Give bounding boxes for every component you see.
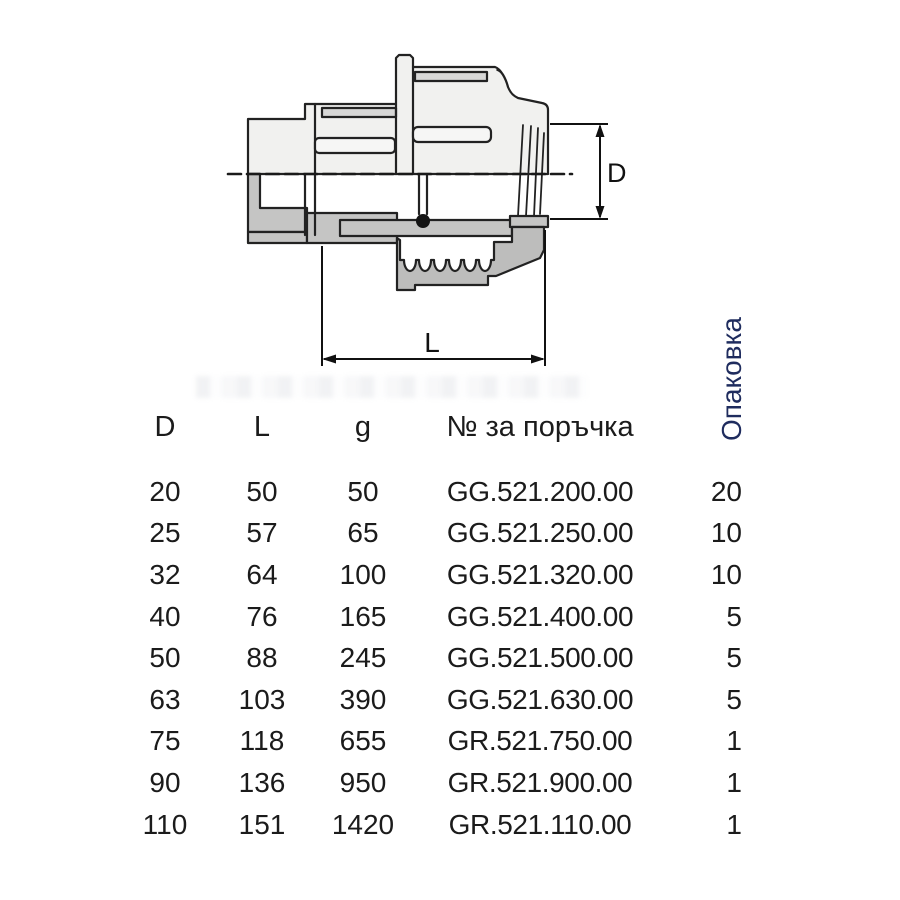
header-order-number: № за поръчка <box>446 410 634 443</box>
cap-thread-band <box>415 72 487 81</box>
coupling-technical-drawing <box>210 30 630 380</box>
tail-underside-section <box>510 216 548 227</box>
cell-d: 20 <box>149 475 181 507</box>
cell-pack: 5 <box>726 642 742 674</box>
dim-d-label: D <box>607 158 627 188</box>
table-row <box>120 637 742 679</box>
cell-g: 50 <box>347 475 379 507</box>
cell-order: GG.521.320.00 <box>446 558 634 590</box>
cell-g: 950 <box>339 766 387 798</box>
cell-d: 25 <box>149 517 181 549</box>
cell-l: 118 <box>239 725 285 757</box>
cell-pack: 1 <box>726 766 742 798</box>
cell-g: 655 <box>339 725 387 757</box>
cell-pack: 5 <box>726 600 742 632</box>
cell-l: 50 <box>246 475 278 507</box>
table-header-row <box>120 404 742 450</box>
header-l: L <box>253 410 271 443</box>
cell-order: GG.521.200.00 <box>446 475 634 507</box>
cell-g: 65 <box>347 517 379 549</box>
cell-d: 110 <box>142 808 188 840</box>
header-d: D <box>154 410 176 443</box>
header-g: g <box>354 410 372 443</box>
table-row <box>120 721 742 763</box>
cell-l: 88 <box>246 642 278 674</box>
pipe-wall-section <box>248 174 307 232</box>
cell-order: GG.521.250.00 <box>446 517 634 549</box>
cap-rib <box>413 127 491 142</box>
cell-l: 136 <box>238 766 286 798</box>
cell-g: 245 <box>339 642 387 674</box>
pipe-step-section <box>248 232 307 243</box>
cell-order: GG.521.400.00 <box>446 600 634 632</box>
cell-pack: 20 <box>710 475 742 507</box>
cell-order: GR.521.750.00 <box>447 725 633 757</box>
dim-l-label: L <box>424 327 440 358</box>
cell-g: 100 <box>339 558 387 590</box>
cell-d: 90 <box>149 766 181 798</box>
nut-rib <box>315 138 395 153</box>
dimension-d-group <box>550 124 608 219</box>
table-row <box>120 679 742 721</box>
cell-d: 50 <box>149 642 181 674</box>
cell-l: 151 <box>238 808 286 840</box>
cell-pack: 1 <box>726 808 742 840</box>
cell-l: 57 <box>246 517 278 549</box>
cell-order: GG.521.500.00 <box>446 642 634 674</box>
cell-order: GR.521.900.00 <box>447 766 633 798</box>
faded-artifact-band <box>196 376 588 398</box>
cell-pack: 5 <box>726 683 742 715</box>
cell-d: 32 <box>149 558 181 590</box>
cell-l: 64 <box>246 558 278 590</box>
cell-order: GG.521.630.00 <box>446 683 634 715</box>
cell-l: 76 <box>246 600 278 632</box>
table-row <box>120 804 742 846</box>
table-row <box>120 554 742 596</box>
table-body <box>120 471 742 845</box>
cell-pack: 10 <box>710 558 742 590</box>
cell-d: 75 <box>149 725 181 757</box>
coupling-upper-body <box>248 55 548 174</box>
cell-g: 390 <box>339 683 387 715</box>
header-package-rotated: Опаковка <box>716 317 747 441</box>
cell-pack: 10 <box>710 517 742 549</box>
table-row <box>120 762 742 804</box>
table-row <box>120 596 742 638</box>
cell-d: 40 <box>149 600 181 632</box>
table-row <box>120 471 742 513</box>
nut-thread-band <box>322 108 396 117</box>
table-row <box>120 513 742 555</box>
cell-l: 103 <box>238 683 286 715</box>
cell-g: 165 <box>339 600 387 632</box>
cell-d: 63 <box>149 683 181 715</box>
cell-order: GR.521.110.00 <box>448 808 632 840</box>
o-ring <box>416 214 430 228</box>
cell-g: 1420 <box>331 808 395 840</box>
cell-pack: 1 <box>726 725 742 757</box>
